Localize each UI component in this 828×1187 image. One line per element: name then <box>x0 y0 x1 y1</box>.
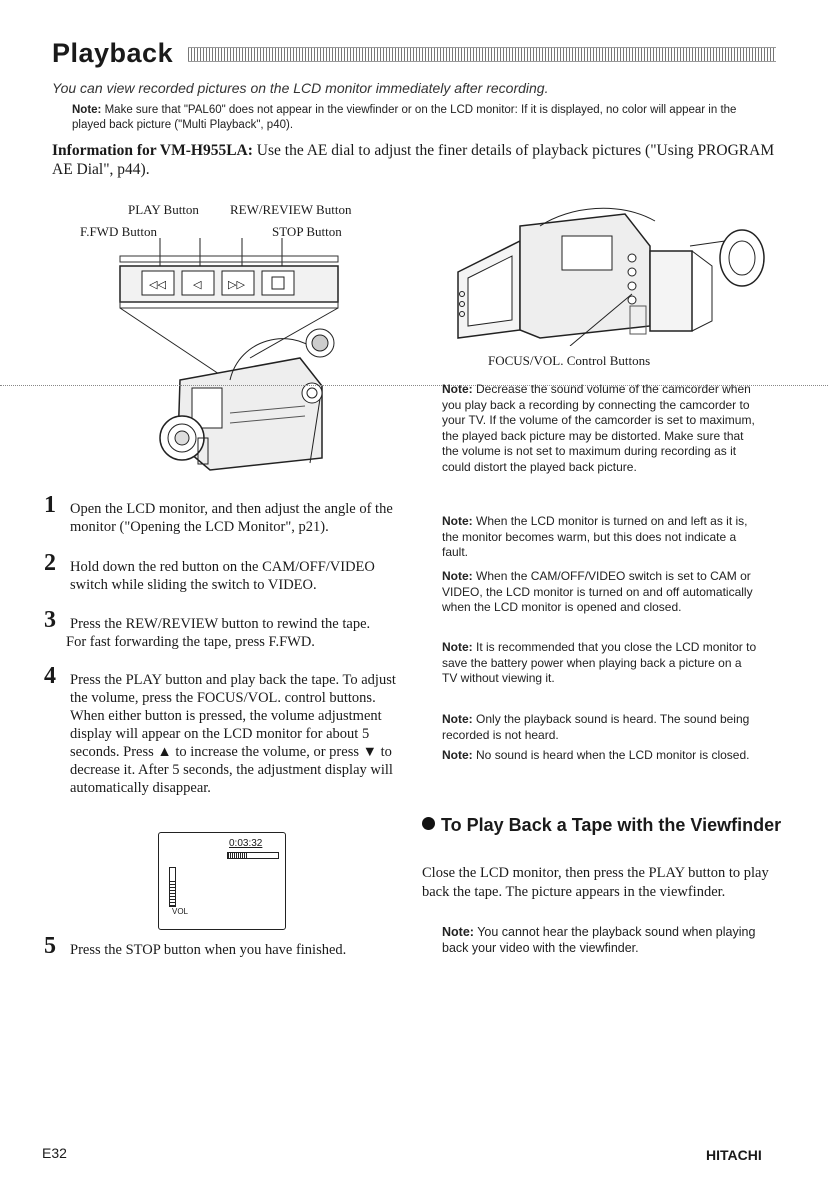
note-switch <box>442 569 758 616</box>
step-number: 5 <box>44 933 56 959</box>
volume-bar <box>169 867 176 907</box>
note-sound <box>442 712 758 743</box>
note-text: Make sure that "PAL60" does not appear in the viewfinder or on the LCD monitor: If it is displayed, no color will appear in the played back picture ("Multi Playback", p40). <box>72 104 737 131</box>
note-text: Only the playback sound is heard. The sound being recorded is not heard. <box>442 712 750 742</box>
step-3 <box>44 607 404 651</box>
viewfinder-heading-text: To Play Back a Tape with the Viewfinder <box>441 815 782 835</box>
note-warm <box>442 514 758 561</box>
step-1 <box>44 492 404 536</box>
step-2 <box>44 550 404 594</box>
note-label: Note: <box>442 640 473 654</box>
note-text: It is recommended that you close the LCD monitor to save the battery power when playing back a picture on a TV without viewing it. <box>442 640 757 685</box>
note-label: Note: <box>442 748 473 762</box>
step-text: Press the REW/REVIEW button to rewind the tape. <box>70 616 371 632</box>
title-rule <box>188 47 776 62</box>
svg-text:◁◁: ◁◁ <box>149 278 166 291</box>
focus-vol-caption: FOCUS/VOL. Control Buttons <box>488 353 651 368</box>
note-volume <box>442 382 758 475</box>
step-text: Hold down the red button on the CAM/OFF/VIDEO switch while sliding the switch to VIDEO. <box>70 559 375 593</box>
page-subtitle: You can view recorded pictures on the LCD monitor immediately after recording. <box>52 80 549 96</box>
step-number: 4 <box>44 663 56 689</box>
step-number: 3 <box>44 607 56 633</box>
note-text: Decrease the sound volume of the camcorder when you play back a recording by connecting the camcorder to your TV. If the volume of the camcorder is set to maximum, the played back picture may be distorted. Make sure that the volume is not set to maximum during recording as it could distort the played back picture. <box>442 382 755 474</box>
vol-label: VOL <box>172 907 189 916</box>
note-text: When the CAM/OFF/VIDEO switch is set to CAM or VIDEO, the LCD monitor is turned on and off automatically when the LCD monitor is opened and closed. <box>442 569 753 614</box>
step-text: Press the STOP button when you have finished. <box>70 942 347 958</box>
rew-button-label: REW/REVIEW Button <box>230 202 352 217</box>
volume-display <box>158 832 286 930</box>
tape-bar <box>227 852 279 859</box>
play-button-label: PLAY Button <box>128 202 199 217</box>
brand-name: HITACHI <box>706 1147 762 1163</box>
note-pal60 <box>72 103 772 133</box>
bullet-icon <box>422 817 435 830</box>
step-text: Open the LCD monitor, and then adjust the angle of the monitor ("Opening the LCD Monitor", p21). <box>70 501 393 535</box>
note-viewfinder <box>442 925 758 956</box>
step-extra: For fast forwarding the tape, press F.FWD. <box>66 634 315 650</box>
info-label: Information for VM-H955LA: <box>52 142 253 159</box>
note-label: Note: <box>442 712 473 726</box>
info-text: Use the AE dial to adjust the finer details of playback pictures ("Using PROGRAM AE Dial", p44). <box>52 142 775 178</box>
ffwd-button-label: F.FWD Button <box>80 224 157 239</box>
note-text: When the LCD monitor is turned on and left as it is, the monitor becomes warm, but this does not indicate a fault. <box>442 514 748 559</box>
svg-text:▷▷: ▷▷ <box>228 278 245 291</box>
note-text: No sound is heard when the LCD monitor is closed. <box>476 748 750 762</box>
camcorder-buttons-illustration <box>100 238 350 486</box>
stop-button-label: STOP Button <box>272 224 342 239</box>
step-4 <box>44 663 404 797</box>
lcd-monitor-illustration <box>450 196 770 346</box>
note-label: Note: <box>442 925 474 939</box>
step-text: Press the PLAY button and play back the tape. To adjust the volume, press the FOCUS/VOL. control buttons. When either button is pressed, the volume adjustment display will appear on the LCD monitor for about 5 seconds. Press ▲ to increase the volume, or press ▼ to decrease it. After 5 seconds, the adjustment display will automatically disappear. <box>70 672 396 796</box>
step-number: 1 <box>44 492 56 518</box>
note-label: Note: <box>442 382 473 396</box>
note-closed <box>442 748 758 764</box>
note-label: Note: <box>72 104 102 116</box>
display-time: 0:03:32 <box>229 838 263 849</box>
viewfinder-body: Close the LCD monitor, then press the PLAY button to play back the tape. The picture appears in the viewfinder. <box>422 865 769 900</box>
note-label: Note: <box>442 514 473 528</box>
page-title: Playback <box>52 38 174 68</box>
info-vm-h955la <box>52 141 782 179</box>
svg-text:◁: ◁ <box>193 278 202 291</box>
note-label: Note: <box>442 569 473 583</box>
step-5 <box>44 933 404 959</box>
page-number: E32 <box>42 1145 67 1161</box>
note-text: You cannot hear the playback sound when playing back your video with the viewfinder. <box>442 925 756 955</box>
step-number: 2 <box>44 550 56 576</box>
viewfinder-heading <box>422 814 782 836</box>
note-battery <box>442 640 758 687</box>
